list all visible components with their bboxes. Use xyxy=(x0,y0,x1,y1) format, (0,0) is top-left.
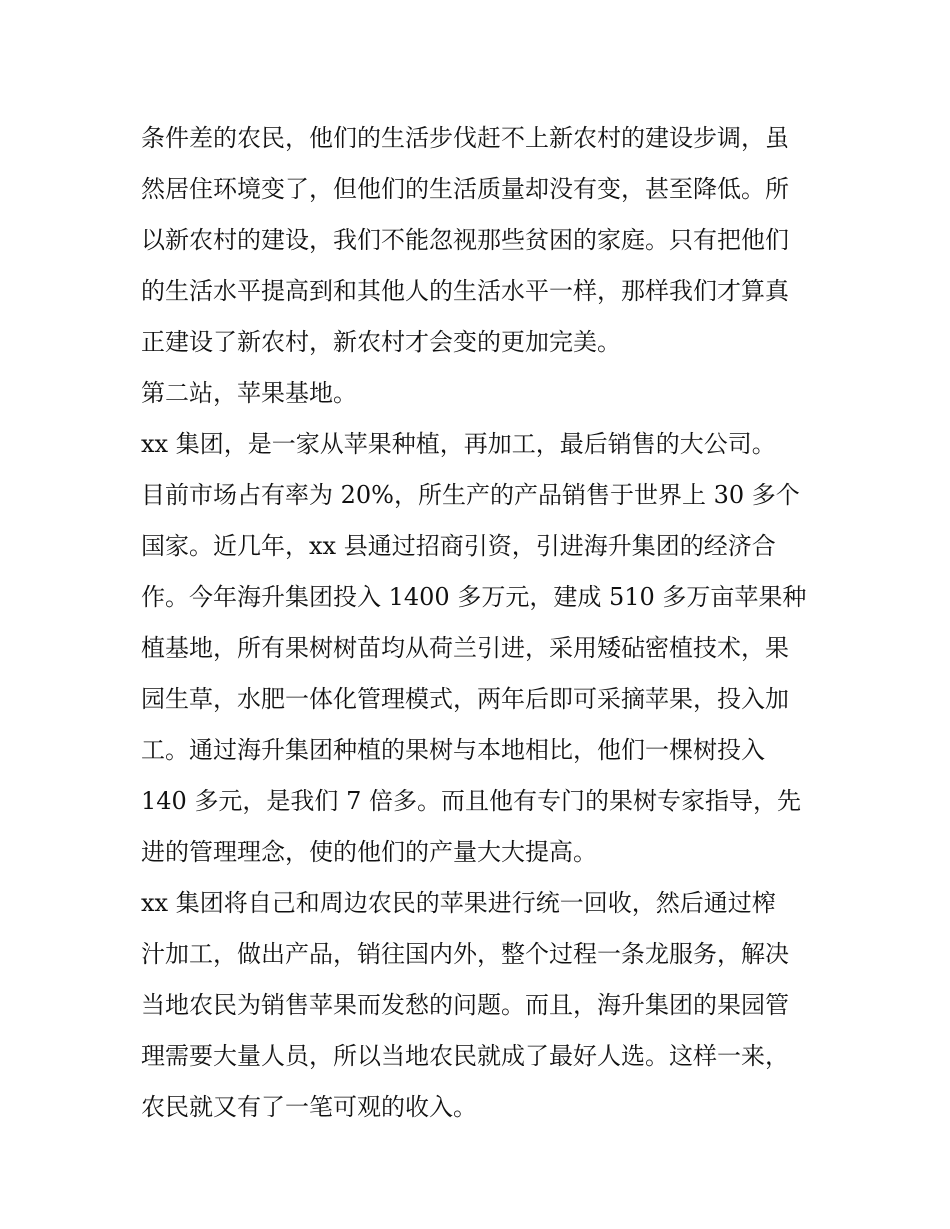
text-line: 国家。近几年，xx 县通过招商引资，引进海升集团的经济合 xyxy=(141,532,776,560)
text-line: 农民就又有了一笔可观的收入。 xyxy=(141,1093,477,1121)
text-line: 进的管理理念，使的他们的产量大大提高。 xyxy=(141,838,597,866)
text-line: 140 多元，是我们 7 倍多。而且他有专门的果树专家指导，先 xyxy=(141,787,801,815)
text-line: 理需要大量人员，所以当地农民就成了最好人选。这样一来， xyxy=(141,1042,789,1070)
text-line: 的生活水平提高到和其他人的生活水平一样，那样我们才算真 xyxy=(141,277,789,305)
text-line: 汁加工，做出产品，销往国内外，整个过程一条龙服务，解决 xyxy=(141,940,789,968)
section-heading: 第二站，苹果基地。 xyxy=(141,379,357,407)
body-text xyxy=(141,113,821,1133)
text-line: 作。今年海升集团投入 1400 多万元，建成 510 多万亩苹果种 xyxy=(141,583,807,611)
text-line: 当地农民为销售苹果而发愁的问题。而且，海升集团的果园管 xyxy=(141,991,789,1019)
text-line: 正建设了新农村，新农村才会变的更加完美。 xyxy=(141,328,621,356)
text-line: 园生草，水肥一体化管理模式，两年后即可采摘苹果，投入加 xyxy=(141,685,789,713)
text-line: xx 集团将自己和周边农民的苹果进行统一回收，然后通过榨 xyxy=(141,889,776,917)
text-line: 植基地，所有果树树苗均从荷兰引进，采用矮砧密植技术，果 xyxy=(141,634,789,662)
text-line: 然居住环境变了，但他们的生活质量却没有变，甚至降低。所 xyxy=(141,175,789,203)
text-line: 目前市场占有率为 20%，所生产的产品销售于世界上 30 多个 xyxy=(141,481,800,509)
text-line: 以新农村的建设，我们不能忽视那些贫困的家庭。只有把他们 xyxy=(141,226,789,254)
text-line: 条件差的农民，他们的生活步伐赶不上新农村的建设步调，虽 xyxy=(141,124,789,152)
text-line: xx 集团，是一家从苹果种植，再加工，最后销售的大公司。 xyxy=(141,430,776,458)
text-line: 工。通过海升集团种植的果树与本地相比，他们一棵树投入 xyxy=(141,736,765,764)
